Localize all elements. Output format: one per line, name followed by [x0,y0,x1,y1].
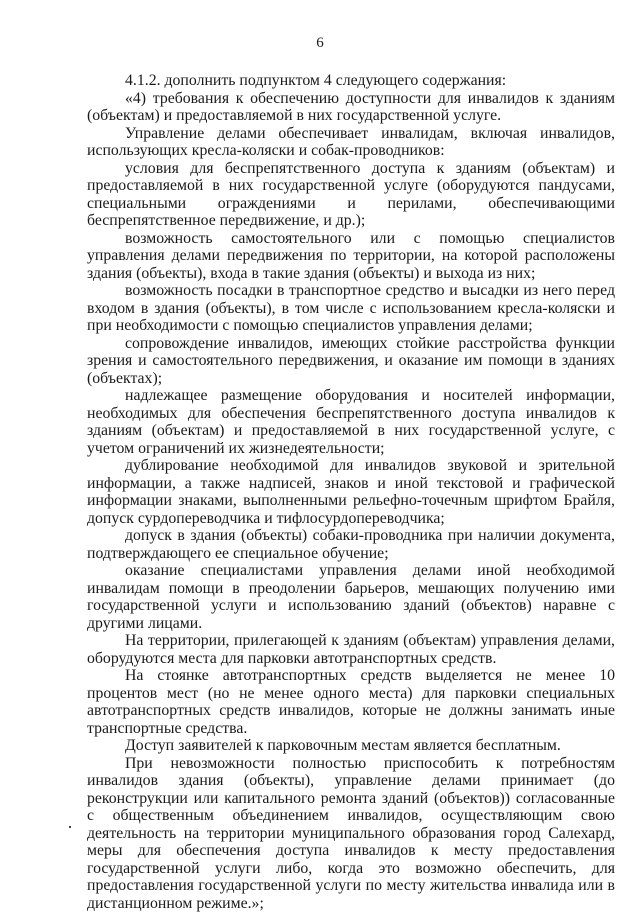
paragraph: Доступ заявителей к парковочным местам является бесплатным. [87,737,615,755]
scan-speck [69,826,71,828]
paragraph: На территории, прилегающей к зданиям (объектам) управления делами, оборудуются места для парковки автотранспортных средств. [87,632,615,667]
paragraph: 4.1.2. дополнить подпунктом 4 следующего содержания: [87,72,615,90]
paragraph: «4) требования к обеспечению доступности для инвалидов к зданиям (объектам) и предоставляемой в них государственной услуге. [87,90,615,125]
document-body [87,72,615,912]
paragraph: На стоянке автотранспортных средств выделяется не менее 10 процентов мест (но не менее одного места) для парковки специальных автотранспортных средств инвалидов, которые не должны занимать иные транспортные средства. [87,667,615,737]
paragraph: возможность посадки в транспортное средство и высадки из него перед входом в здания (объекты), в том числе с использованием кресла-коляски и при необходимости с помощью специалистов управления делами; [87,282,615,335]
paragraph: оказание специалистами управления делами иной необходимой инвалидам помощи в преодолении барьеров, мешающих получению ими государственной услуги и использованию зданий (объектов) наравне с другими лицами. [87,562,615,632]
paragraph: надлежащее размещение оборудования и носителей информации, необходимых для обеспечения беспрепятственного доступа инвалидов к зданиям (объектам) и предоставляемой в них государственной услуге, с учетом ограничений их жизнедеятельности; [87,387,615,457]
page-number: 6 [0,34,640,52]
paragraph: допуск в здания (объекты) собаки-проводника при наличии документа, подтверждающего ее специальное обучение; [87,527,615,562]
paragraph: Управление делами обеспечивает инвалидам, включая инвалидов, использующих кресла-коляски и собак-проводников: [87,125,615,160]
paragraph: возможность самостоятельного или с помощью специалистов управления делами передвижения по территории, на которой расположены здания (объекты), входа в такие здания (объекты) и выхода из них; [87,230,615,283]
paragraph: дублирование необходимой для инвалидов звуковой и зрительной информации, а также надписей, знаков и иной текстовой и графической информации знаками, выполненными рельефно-точечным шрифтом Брайля, допуск сурдопереводчика и тифлосурдопереводчика; [87,457,615,527]
paragraph: условия для беспрепятственного доступа к зданиям (объектам) и предоставляемой в них государственной услуге (оборудуются пандусами, специальными ограждениями и перилами, обеспечивающими беспрепятственное передвижение, и др.); [87,160,615,230]
paragraph: При невозможности полностью приспособить к потребностям инвалидов здания (объекты), управление делами принимает (до реконструкции или капитального ремонта зданий (объектов)) согласованные с общественным объединением инвалидов, осуществляющим свою деятельность на территории муниципального образования город Салехард, меры для обеспечения доступа инвалидов к месту предоставления государственной услуги либо, когда это возможно обеспечить, для предоставления государственной услуги по месту жительства инвалида или в дистанционном режиме.»; [87,755,615,912]
paragraph: сопровождение инвалидов, имеющих стойкие расстройства функции зрения и самостоятельного передвижения, и оказание им помощи в зданиях (объектах); [87,335,615,388]
